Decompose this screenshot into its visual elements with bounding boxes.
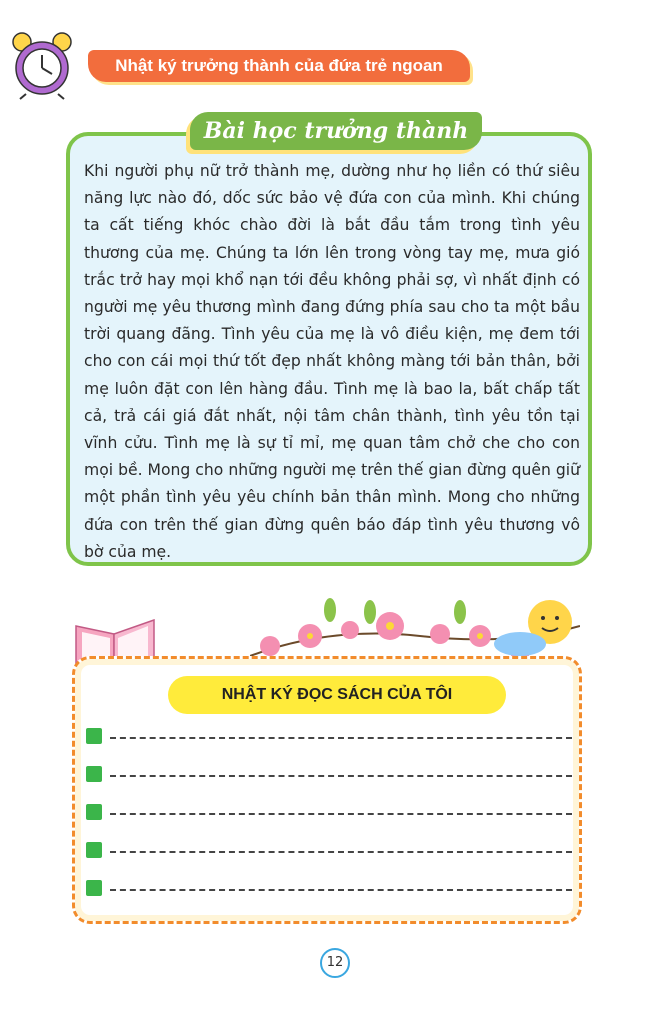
- diary-line[interactable]: [86, 728, 572, 746]
- page-number: 12: [320, 948, 350, 978]
- lesson-title: Bài học trưởng thành: [203, 118, 469, 144]
- diary-line[interactable]: [86, 804, 572, 822]
- diary-title: NHẬT KÝ ĐỌC SÁCH CỦA TÔI: [221, 686, 453, 703]
- lesson-body: Khi người phụ nữ trở thành mẹ, dường như họ liền có thứ siêu năng lực nào đó, dốc sức bảo vệ đứa con của mình. Khi chúng ta cất tiếng khóc chào đời là bắt đầu tắm trong tình yêu thương của mẹ. Chúng ta lớn lên trong vòng tay mẹ, mưa gió trắc trở hay mọi khổ nạn tới đều không phải sợ, vì nhất định có người mẹ yêu thương mình đang đứng phía sau cho ta một bầu trời quang đãng. Tình yêu của mẹ là vô điều kiện, mẹ đem tới cho con cái mọi thứ tốt đẹp nhất không màng tới bản thân, bởi mẹ luôn đặt con lên hàng đầu. Tình mẹ là bao la, bất chấp tất cả, trả cái giá đắt nhất, nội tâm chân thành, tình yêu tồn tại vĩnh cửu. Tình mẹ là sự tỉ mỉ, mẹ quan tâm chở che cho con mọi bề. Mong cho những người mẹ trên thế gian đừng quên giữ một phần tình yêu yêu chính bản thân mình. Mong cho những đứa con trên thế gian đừng quên báo đáp tình yêu thương vô bờ của mẹ.: [84, 162, 580, 561]
- diary-line[interactable]: [86, 880, 572, 898]
- header-title: Nhật ký trưởng thành của đứa trẻ ngoan: [115, 56, 443, 75]
- diary-line[interactable]: [86, 766, 572, 784]
- alarm-clock-icon: [8, 28, 78, 100]
- diary-line[interactable]: [86, 842, 572, 860]
